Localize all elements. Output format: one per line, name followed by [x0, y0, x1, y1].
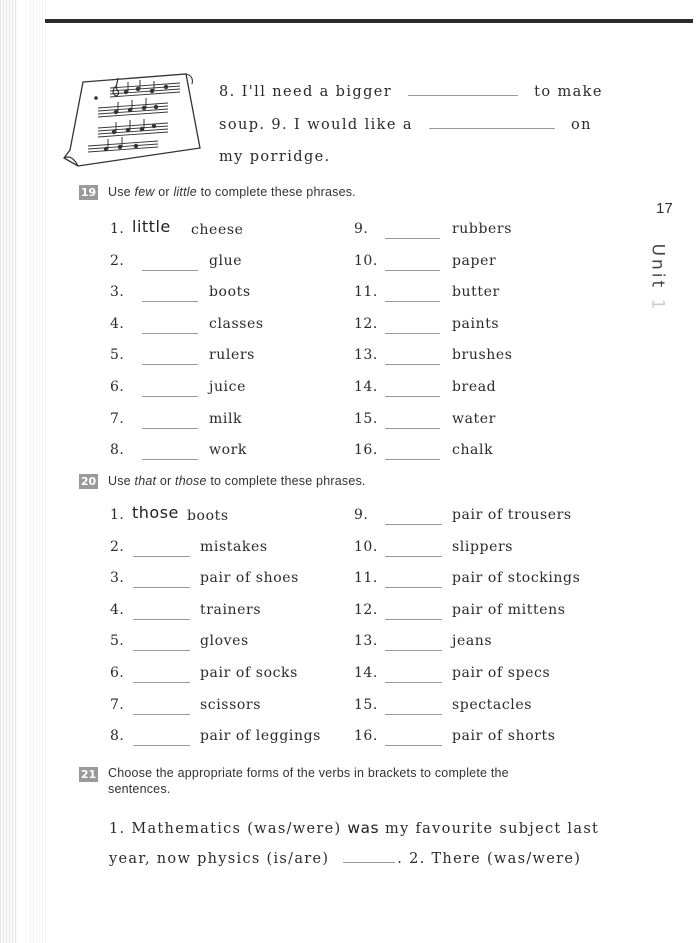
item-word: pair of specs — [452, 665, 551, 681]
handwritten-answer[interactable]: was — [347, 819, 380, 837]
answer-blank[interactable] — [385, 300, 440, 302]
answer-blank[interactable] — [133, 681, 190, 683]
item-number: 12. — [354, 315, 378, 332]
item-number: 14. — [354, 379, 378, 395]
item-word: paints — [452, 315, 500, 332]
item-number: 16. — [354, 442, 378, 459]
item-word: jeans — [452, 633, 493, 650]
item-word: paper — [452, 252, 497, 269]
item-number: 2. — [110, 538, 125, 555]
item-word: glue — [209, 252, 243, 269]
item-number: 6. — [110, 665, 125, 681]
answer-blank[interactable] — [133, 555, 190, 557]
item-number: 6. — [110, 379, 125, 395]
intro-text: to make — [534, 84, 603, 100]
answer-blank[interactable] — [142, 363, 198, 365]
item-word: rubbers — [452, 221, 512, 237]
answer-blank[interactable] — [142, 300, 198, 302]
item-number: 11. — [354, 570, 378, 587]
item-word: slippers — [452, 538, 514, 555]
item-word: pair of mittens — [452, 601, 566, 618]
answer-blank[interactable] — [385, 618, 442, 620]
item-number: 1. — [110, 507, 125, 523]
item-word: pair of stockings — [452, 570, 581, 587]
item-word: brushes — [452, 347, 513, 364]
item-word: cheese — [191, 222, 244, 238]
item-number: 4. — [110, 601, 125, 618]
item-word: chalk — [452, 442, 494, 459]
item-word: gloves — [200, 633, 249, 650]
answer-blank[interactable] — [142, 395, 198, 397]
answer-blank[interactable] — [385, 363, 440, 365]
item-number: 4. — [110, 315, 125, 332]
exercise-number-badge: 21 — [80, 768, 97, 781]
item-word: butter — [452, 284, 500, 301]
answer-blank[interactable] — [133, 744, 190, 746]
item-number: 2. — [110, 252, 125, 269]
intro-line-3: my porridge. — [219, 149, 331, 165]
page-binding-edge — [0, 0, 18, 943]
item-number: 9. — [354, 507, 369, 523]
exercise-21-sentence-1: 1. Mathematics (was/were) was my favourite subject last — [109, 819, 600, 837]
intro-text: soup. 9. I would like a — [219, 117, 413, 133]
answer-blank[interactable] — [385, 332, 440, 334]
answer-blank[interactable] — [133, 618, 190, 620]
answer-blank[interactable] — [133, 586, 190, 588]
answer-blank[interactable] — [408, 94, 518, 96]
item-number: 11. — [354, 284, 378, 301]
answer-blank[interactable] — [133, 649, 190, 651]
answer-blank[interactable] — [385, 649, 442, 651]
item-word: milk — [209, 410, 243, 427]
exercise-number-badge: 19 — [80, 186, 97, 199]
answer-blank[interactable] — [385, 586, 442, 588]
answer-blank[interactable] — [385, 269, 440, 271]
answer-blank[interactable] — [142, 332, 198, 334]
item-number: 16. — [354, 728, 378, 745]
answer-blank[interactable] — [385, 427, 440, 429]
item-word: spectacles — [452, 696, 533, 713]
item-number: 1. — [110, 221, 125, 237]
item-number: 9. — [354, 221, 369, 237]
item-number: 5. — [110, 633, 125, 650]
item-number: 3. — [110, 570, 125, 587]
top-rule — [45, 19, 693, 23]
page-number: 17 — [656, 200, 673, 217]
item-word: pair of leggings — [200, 728, 321, 745]
item-word: trainers — [200, 601, 262, 618]
item-number: 12. — [354, 601, 378, 618]
item-word: classes — [209, 315, 264, 332]
answer-blank[interactable] — [385, 744, 442, 746]
intro-line-1 — [219, 84, 603, 100]
item-word: pair of trousers — [452, 507, 572, 523]
item-number: 10. — [354, 252, 378, 269]
answer-blank[interactable] — [142, 427, 198, 429]
answer-blank[interactable] — [385, 713, 442, 715]
item-number: 8. — [110, 728, 125, 745]
exercise-21-instructions-cont: sentences. — [108, 782, 171, 796]
intro-text: on — [570, 117, 592, 133]
exercise-20-instructions: Use that or those to complete these phrases. — [108, 474, 366, 488]
handwritten-answer[interactable]: those — [132, 503, 179, 522]
exercise-number-badge: 20 — [80, 475, 97, 488]
answer-blank[interactable] — [343, 861, 395, 863]
item-number: 14. — [354, 665, 378, 681]
item-word: work — [209, 442, 247, 459]
item-word: bread — [452, 379, 497, 395]
item-number: 7. — [110, 696, 125, 713]
item-word: juice — [209, 379, 246, 395]
item-number: 7. — [110, 410, 125, 427]
unit-tab — [647, 240, 675, 320]
answer-blank[interactable] — [429, 127, 555, 129]
answer-blank[interactable] — [142, 269, 198, 271]
item-number: 8. — [110, 442, 125, 459]
answer-blank[interactable] — [133, 713, 190, 715]
item-word: mistakes — [200, 538, 268, 555]
item-number: 10. — [354, 538, 378, 555]
item-word: boots — [187, 508, 229, 524]
item-number: 15. — [354, 696, 378, 713]
item-number: 13. — [354, 633, 378, 650]
item-word: rulers — [209, 347, 255, 364]
answer-blank[interactable] — [385, 395, 440, 397]
intro-line-2 — [219, 117, 592, 133]
item-number: 15. — [354, 410, 378, 427]
answer-blank[interactable] — [385, 523, 442, 525]
item-number: 13. — [354, 347, 378, 364]
answer-blank[interactable] — [385, 458, 440, 460]
music-sheet-illustration — [58, 70, 208, 170]
page-binding-shadow — [30, 0, 46, 943]
exercise-21-instructions: Choose the appropriate forms of the verbs in brackets to complete the — [108, 766, 509, 780]
intro-text: 8. I'll need a bigger — [219, 84, 393, 100]
unit-label: Unit 1 — [647, 243, 668, 313]
item-word: boots — [209, 284, 251, 301]
answer-blank[interactable] — [142, 458, 198, 460]
item-number: 5. — [110, 347, 125, 364]
item-word: pair of shoes — [200, 570, 299, 587]
item-word: pair of shorts — [452, 728, 556, 745]
item-word: water — [452, 410, 496, 427]
item-number: 3. — [110, 284, 125, 301]
handwritten-answer[interactable]: little — [132, 217, 171, 236]
exercise-21-sentence-2: year, now physics (is/are) . 2. There (was/were) — [109, 851, 582, 867]
answer-blank[interactable] — [385, 555, 442, 557]
exercise-19-instructions: Use few or little to complete these phrases. — [108, 185, 356, 199]
item-word: pair of socks — [200, 665, 298, 681]
answer-blank[interactable] — [385, 681, 442, 683]
item-word: scissors — [200, 696, 261, 713]
answer-blank[interactable] — [385, 237, 440, 239]
